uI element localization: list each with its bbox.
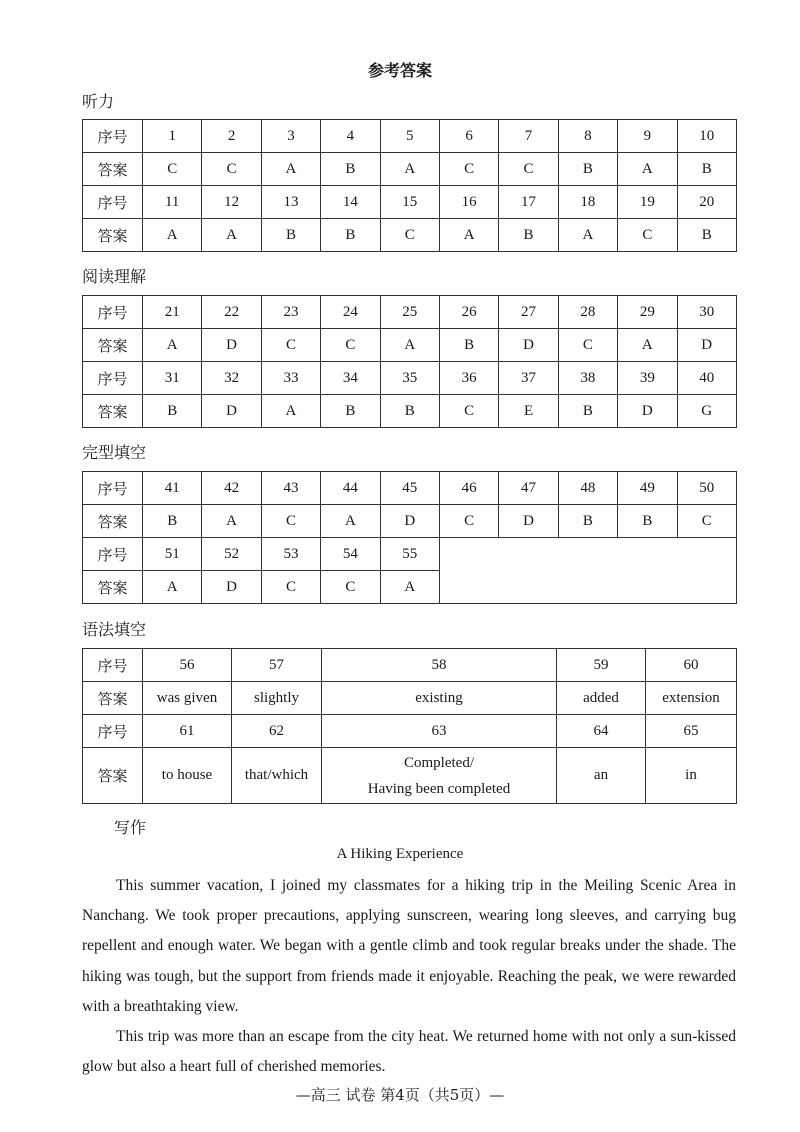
question-number: 34 (321, 362, 380, 395)
question-number: 50 (677, 472, 736, 505)
row-label: 答案 (83, 682, 143, 715)
question-number: 58 (322, 649, 557, 682)
section-heading-reading: 阅读理解 (82, 267, 147, 286)
answer-cell: A (143, 571, 202, 604)
answer-cell: extension (646, 682, 737, 715)
answer-cell: an (557, 748, 646, 804)
answer-cell: B (143, 395, 202, 428)
row-label: 序号 (83, 472, 143, 505)
answer-cell: D (202, 395, 261, 428)
grammar-table (82, 648, 737, 804)
answer-cell: A (618, 329, 677, 362)
table-row (83, 362, 737, 395)
listening-table (82, 119, 737, 252)
question-number: 46 (439, 472, 498, 505)
answer-cell: A (558, 219, 617, 252)
row-label: 序号 (83, 296, 143, 329)
answer-cell: G (677, 395, 736, 428)
row-label: 答案 (83, 395, 143, 428)
row-label: 序号 (83, 120, 143, 153)
answer-cell: was given (143, 682, 232, 715)
row-label: 序号 (83, 649, 143, 682)
table-row (83, 120, 737, 153)
answer-cell: C (499, 153, 558, 186)
reading-table (82, 295, 737, 428)
answer-cell: A (202, 505, 261, 538)
question-number: 45 (380, 472, 439, 505)
question-number: 54 (321, 538, 380, 571)
empty-cell (439, 538, 736, 604)
question-number: 63 (322, 715, 557, 748)
row-label: 答案 (83, 748, 143, 804)
question-number: 15 (380, 186, 439, 219)
answer-cell: D (677, 329, 736, 362)
section-heading-writing: 写作 (114, 818, 147, 837)
answer-cell: C (321, 571, 380, 604)
question-number: 51 (143, 538, 202, 571)
question-number: 6 (439, 120, 498, 153)
table-row (83, 649, 737, 682)
row-label: 答案 (83, 219, 143, 252)
answer-cell: A (380, 571, 439, 604)
answer-cell: C (143, 153, 202, 186)
table-row (83, 296, 737, 329)
answer-cell: A (143, 329, 202, 362)
answer-cell: E (499, 395, 558, 428)
answer-cell: added (557, 682, 646, 715)
answer-cell: B (499, 219, 558, 252)
question-number: 18 (558, 186, 617, 219)
question-number: 28 (558, 296, 617, 329)
answer-cell: A (143, 219, 202, 252)
question-number: 20 (677, 186, 736, 219)
answer-cell: B (143, 505, 202, 538)
table-row (83, 472, 737, 505)
question-number: 65 (646, 715, 737, 748)
page-footer: —高三 试卷 第4页（共5页）— (295, 1086, 505, 1104)
answer-cell: in (646, 748, 737, 804)
answer-cell: C (558, 329, 617, 362)
row-label: 序号 (83, 715, 143, 748)
question-number: 2 (202, 120, 261, 153)
question-number: 7 (499, 120, 558, 153)
answer-cell: C (439, 395, 498, 428)
question-number: 24 (321, 296, 380, 329)
cloze-table (82, 471, 737, 604)
question-number: 39 (618, 362, 677, 395)
table-row (83, 219, 737, 252)
answer-cell: C (202, 153, 261, 186)
question-number: 26 (439, 296, 498, 329)
table-row (83, 153, 737, 186)
answer-cell: B (677, 153, 736, 186)
question-number: 4 (321, 120, 380, 153)
question-number: 11 (143, 186, 202, 219)
question-number: 25 (380, 296, 439, 329)
answer-cell: A (439, 219, 498, 252)
question-number: 9 (618, 120, 677, 153)
question-number: 55 (380, 538, 439, 571)
answer-cell: C (618, 219, 677, 252)
row-label: 答案 (83, 505, 143, 538)
question-number: 12 (202, 186, 261, 219)
answer-cell: to house (143, 748, 232, 804)
question-number: 8 (558, 120, 617, 153)
table-row (83, 715, 737, 748)
question-number: 31 (143, 362, 202, 395)
row-label: 答案 (83, 329, 143, 362)
question-number: 64 (557, 715, 646, 748)
answer-cell: C (261, 329, 320, 362)
essay-paragraph: This trip was more than an escape from the city heat. We returned home with not only a sun-kissed glow but also a heart full of cherished memories. (82, 1028, 736, 1076)
essay-paragraph: This summer vacation, I joined my classmates for a hiking trip in the Meiling Scenic Area in Nanchang. We took proper precautions, applying sunscreen, wearing long sleeves, and carrying bug repellent and enough water. We began with a gentle climb and took regular breaks under the shade. The hiking was tough, but the support from friends made it enjoyable. Reaching the peak, we were rewarded with a breathtaking view. (82, 877, 736, 1015)
page-title: 参考答案 (367, 61, 432, 80)
answer-cell: B (439, 329, 498, 362)
answer-cell: B (677, 219, 736, 252)
answer-cell: C (261, 505, 320, 538)
answer-cell: D (380, 505, 439, 538)
answer-cell: A (618, 153, 677, 186)
answer-cell: A (380, 329, 439, 362)
section-heading-listening: 听力 (82, 92, 115, 111)
answer-cell-63 (322, 748, 557, 804)
question-number: 14 (321, 186, 380, 219)
table-row (83, 329, 737, 362)
answer-cell: B (558, 505, 617, 538)
table-row (83, 505, 737, 538)
question-number: 52 (202, 538, 261, 571)
answer-cell: D (499, 505, 558, 538)
answer-cell: A (261, 153, 320, 186)
table-row (83, 186, 737, 219)
question-number: 43 (261, 472, 320, 505)
answer-cell: B (558, 395, 617, 428)
answer-cell: A (380, 153, 439, 186)
question-number: 38 (558, 362, 617, 395)
answer-cell: C (439, 505, 498, 538)
question-number: 21 (143, 296, 202, 329)
row-label: 答案 (83, 153, 143, 186)
answer-cell: C (380, 219, 439, 252)
answer-cell: B (618, 505, 677, 538)
question-number: 23 (261, 296, 320, 329)
question-number: 62 (232, 715, 322, 748)
essay-title: A Hiking Experience (336, 846, 464, 862)
question-number: 48 (558, 472, 617, 505)
answer-cell: C (261, 571, 320, 604)
question-number: 40 (677, 362, 736, 395)
answer-cell: B (261, 219, 320, 252)
answer-cell: C (439, 153, 498, 186)
question-number: 36 (439, 362, 498, 395)
answer-63-line1: Completed/ (404, 754, 474, 771)
answer-cell: B (558, 153, 617, 186)
question-number: 1 (143, 120, 202, 153)
question-number: 44 (321, 472, 380, 505)
answer-cell: B (380, 395, 439, 428)
question-number: 32 (202, 362, 261, 395)
question-number: 53 (261, 538, 320, 571)
table-row (83, 682, 737, 715)
question-number: 3 (261, 120, 320, 153)
answer-cell: existing (322, 682, 557, 715)
answer-cell: D (618, 395, 677, 428)
question-number: 5 (380, 120, 439, 153)
answer-cell: C (677, 505, 736, 538)
section-heading-grammar: 语法填空 (82, 620, 147, 639)
question-number: 37 (499, 362, 558, 395)
question-number: 19 (618, 186, 677, 219)
table-row (83, 538, 737, 571)
question-number: 56 (143, 649, 232, 682)
row-label: 答案 (83, 571, 143, 604)
question-number: 42 (202, 472, 261, 505)
question-number: 60 (646, 649, 737, 682)
answer-63-line2: Having been completed (367, 780, 511, 797)
question-number: 22 (202, 296, 261, 329)
answer-cell: A (202, 219, 261, 252)
answer-cell: D (202, 329, 261, 362)
question-number: 13 (261, 186, 320, 219)
answer-cell: D (202, 571, 261, 604)
essay-body (82, 871, 736, 1082)
answer-cell: B (321, 153, 380, 186)
row-label: 序号 (83, 186, 143, 219)
answer-cell: D (499, 329, 558, 362)
row-label: 序号 (83, 538, 143, 571)
answer-cell: slightly (232, 682, 322, 715)
answer-cell: that/which (232, 748, 322, 804)
answer-cell: C (321, 329, 380, 362)
question-number: 41 (143, 472, 202, 505)
question-number: 30 (677, 296, 736, 329)
answer-cell: A (321, 505, 380, 538)
question-number: 35 (380, 362, 439, 395)
question-number: 61 (143, 715, 232, 748)
table-row (83, 748, 737, 804)
answer-cell: B (321, 395, 380, 428)
section-heading-cloze: 完型填空 (82, 443, 147, 462)
question-number: 57 (232, 649, 322, 682)
table-row (83, 395, 737, 428)
question-number: 33 (261, 362, 320, 395)
question-number: 47 (499, 472, 558, 505)
question-number: 59 (557, 649, 646, 682)
question-number: 10 (677, 120, 736, 153)
question-number: 17 (499, 186, 558, 219)
question-number: 16 (439, 186, 498, 219)
answer-cell: B (321, 219, 380, 252)
question-number: 49 (618, 472, 677, 505)
answer-cell: A (261, 395, 320, 428)
row-label: 序号 (83, 362, 143, 395)
question-number: 27 (499, 296, 558, 329)
question-number: 29 (618, 296, 677, 329)
